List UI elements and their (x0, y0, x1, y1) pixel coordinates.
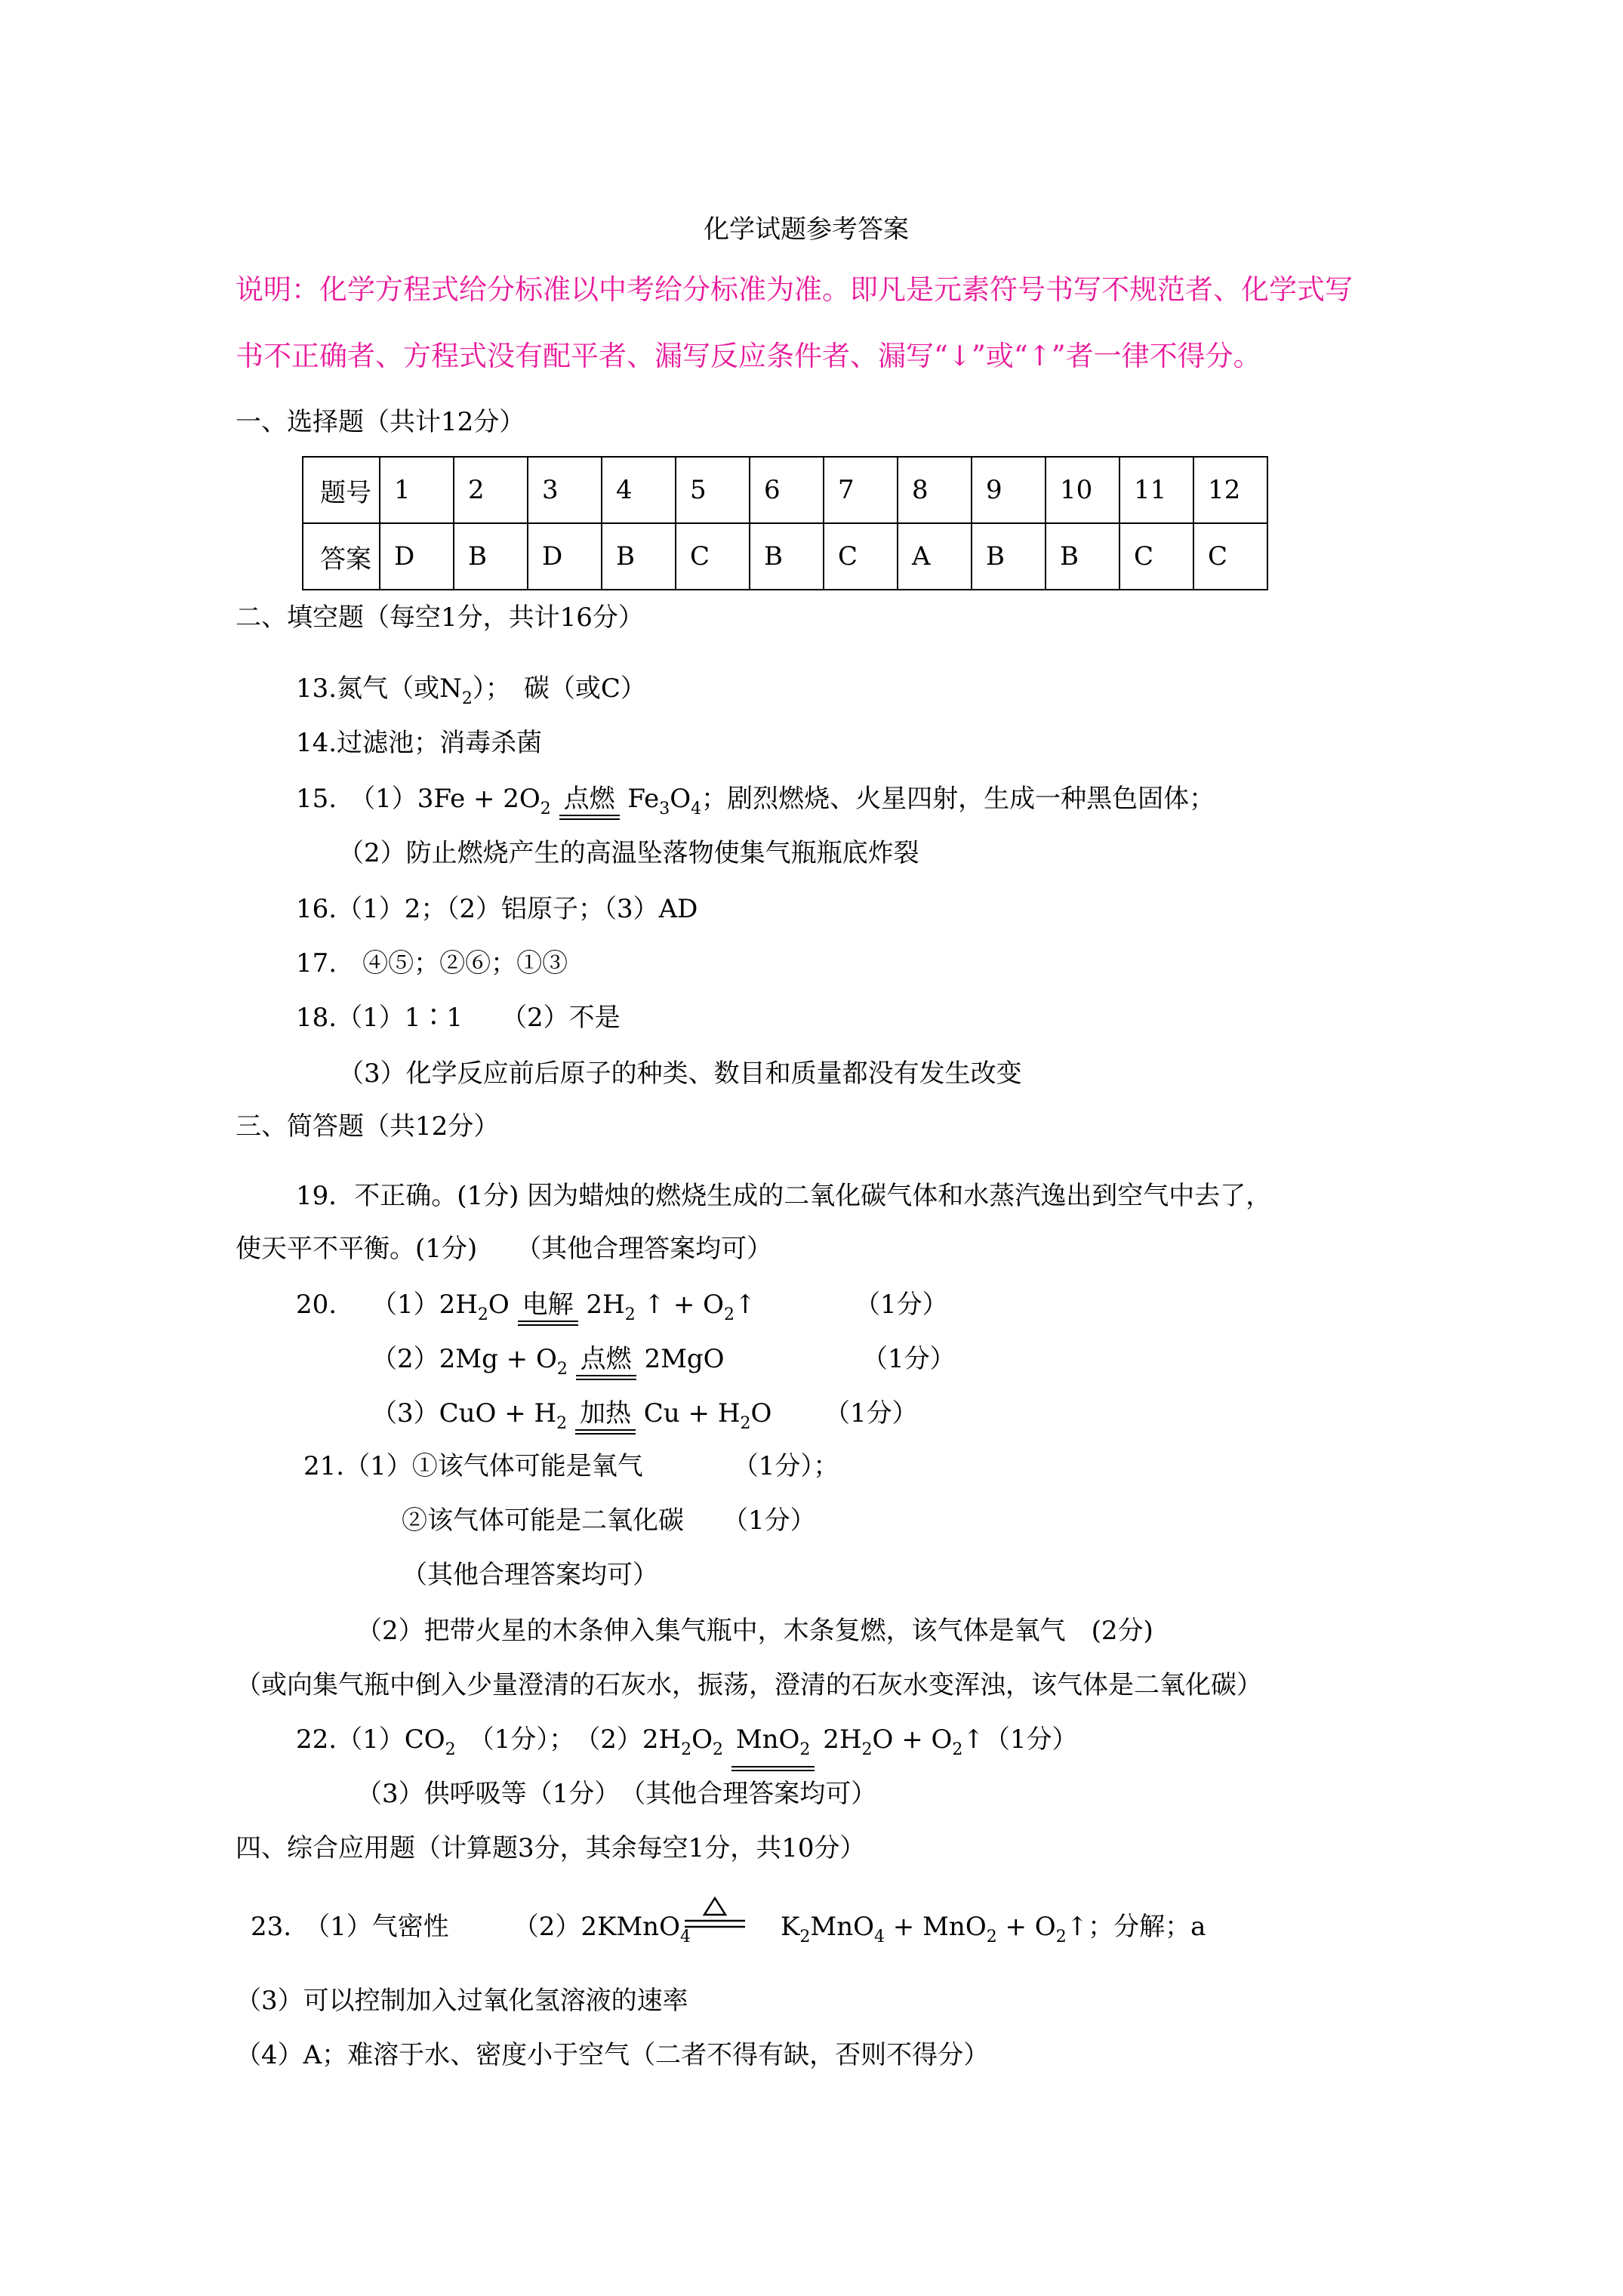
answer-22-2: （3）供呼吸等（1分） （其他合理答案均可） (356, 1779, 877, 1809)
table-cell-number: 6 (750, 457, 824, 523)
section-1-heading: 一、选择题（共计12分） (236, 407, 525, 437)
answer-19-1: 19．不正确。(1分) 因为蜡烛的燃烧生成的二氧化碳气体和水蒸汽逸出到空气中去了， (296, 1181, 1272, 1211)
table-cell-answer: B (972, 523, 1046, 590)
table-cell-answer: C (676, 523, 750, 590)
answer-13: 13.氮气（或$N_2$）； 碳（或C） (296, 673, 646, 708)
table-cell-number: 7 (824, 457, 898, 523)
answer-22-1: $22.(1)CO_2$ （1分）； $(2)2H_2O_2$ MnO$_2$ $2H_2O$ + $O_2↑(1$分） (296, 1723, 1078, 1767)
table-cell-number: 11 (1119, 457, 1193, 523)
table-row-answers (303, 523, 1267, 590)
section-3-heading: 三、简答题（共12分） (236, 1111, 500, 1142)
answer-21-5: （或向集气瓶中倒入少量澄清的石灰水，振荡，澄清的石灰水变浑浊，该气体是二氧化碳） (236, 1670, 1262, 1700)
answer-21-1: 21.（1）①该气体可能是氧气 （1分）； (303, 1451, 839, 1481)
answer-20-3: $(3)CuO + H_2$ 加热 $Cu + H_2O$ (371, 1398, 772, 1433)
table-cell-answer: C (824, 523, 898, 590)
table-cell-answer: B (454, 523, 528, 590)
page-title: 化学试题参考答案 (704, 214, 909, 245)
answer-23-3: （3）可以控制加入过氧化氢溶液的速率 (236, 1986, 688, 2016)
grading-note-line-1: 说明：化学方程式给分标准以中考给分标准为准。即凡是元素符号书写不规范者、化学式写 (236, 273, 1353, 306)
answer-21-4: （2）把带火星的木条伸入集气瓶中，木条复燃，该气体是氧气 (2分) (356, 1616, 1153, 1646)
answer-21-2: ②该气体可能是二氧化碳 （1分） (402, 1505, 816, 1536)
reaction-condition: 电解 (518, 1288, 578, 1321)
table-cell-number: 8 (898, 457, 972, 523)
answer-table (302, 456, 1268, 590)
table-cell-answer: D (380, 523, 454, 590)
answer-15-1: 15. $(1)3Fe + 2O_2$ 点燃 $Fe_3O_4$；剧烈燃烧、火星四射，生成一种黑色固体； (296, 784, 1215, 818)
table-cell-answer: D (528, 523, 602, 590)
table-cell-answer: B (1046, 523, 1119, 590)
table-cell-answer: B (750, 523, 824, 590)
answer-15-2: （2）防止燃烧产生的高温坠落物使集气瓶瓶底炸裂 (338, 838, 919, 868)
answer-20-2: $(2)2Mg + O_2$ 点燃 2MgO (371, 1344, 725, 1379)
reaction-condition: 加热 (575, 1397, 636, 1430)
table-cell-answer: C (1193, 523, 1267, 590)
answer-23-2-products: $K_2MnO_4 + MnO_2$ + $O_2↑$；分解；a (781, 1912, 1206, 1946)
grading-note-line-2: 书不正确者、方程式没有配平者、漏写反应条件者、漏写“↓”或“↑”者一律不得分。 (236, 340, 1261, 372)
table-cell-number: 9 (972, 457, 1046, 523)
table-cell-answer: B (602, 523, 676, 590)
answer-21-3: （其他合理答案均可） (402, 1560, 658, 1590)
reaction-condition: 点燃 (576, 1342, 636, 1376)
answer-20-number: 20. (296, 1290, 337, 1320)
table-cell-number: 3 (528, 457, 602, 523)
table-cell-number: 4 (602, 457, 676, 523)
answer-20-1-score: （1分） (855, 1290, 948, 1320)
answer-20-2-score: （1分） (862, 1344, 956, 1374)
reaction-condition: 点燃 (559, 782, 620, 815)
answer-14: 14.过滤池；消毒杀菌 (296, 728, 543, 758)
answer-18-2: （3）化学反应前后原子的种类、数目和质量都没有发生改变 (338, 1059, 1022, 1089)
table-cell-number: 1 (380, 457, 454, 523)
answer-20-3-score: （1分） (824, 1398, 918, 1428)
answer-16: 16.（1）2；（2）铝原子；（3）AD (296, 894, 698, 924)
section-2-heading: 二、填空题（每空1分，共计16分） (236, 603, 644, 633)
table-cell-number: 10 (1046, 457, 1119, 523)
table-header-answer: 答案 (303, 523, 380, 590)
answer-23-4: （4）A；难溶于水、密度小于空气（二者不得有缺，否则不得分） (236, 2040, 990, 2070)
table-cell-answer: A (898, 523, 972, 590)
section-4-heading: 四、综合应用题（计算题3分，其余每空1分，共10分） (236, 1833, 866, 1863)
table-cell-number: 5 (676, 457, 750, 523)
heating-triangle-icon (683, 1897, 747, 1934)
table-row-numbers (303, 457, 1267, 523)
reaction-condition: MnO$_2$ (731, 1723, 815, 1767)
answer-23-2: 23. （1）气密性 （2）2KMnO$_4$ (251, 1912, 691, 1946)
answer-20-1: $(1)2H_2O$ 电解 $2H_2$ ↑ + $O_2↑$ (371, 1290, 756, 1324)
answer-19-2: 使天平不平衡。(1分) （其他合理答案均可） (236, 1234, 773, 1264)
table-cell-answer: C (1119, 523, 1193, 590)
answer-18-1: 18.（1）1∶1 （2）不是 (296, 1003, 621, 1033)
table-cell-number: 2 (454, 457, 528, 523)
answer-17: 17. ④⑤；②⑥；①③ (296, 948, 568, 978)
table-cell-number: 12 (1193, 457, 1267, 523)
table-header-number: 题号 (303, 457, 380, 523)
